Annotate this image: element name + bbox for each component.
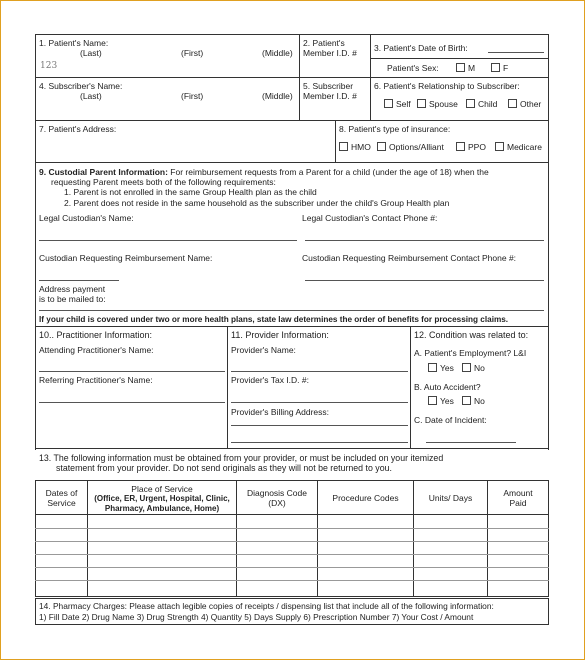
attending-practitioner-label: Attending Practitioner's Name: <box>39 345 154 355</box>
patient-address-label: 7. Patient's Address: <box>39 124 117 134</box>
custodial-desc-1: For reimbursement requests from a Parent for a child (under the age of 18) when the <box>167 167 489 177</box>
auto-no-label: No <box>474 396 485 406</box>
divider <box>548 598 549 625</box>
itemized-instructions-1: 13. The following information must be obtained from your provider, or must be included on your itemized <box>39 453 444 463</box>
col-amount-header-2: Paid <box>509 498 527 508</box>
table-header-bottom <box>35 514 549 515</box>
form-border-right <box>548 34 549 450</box>
table-row-line <box>35 541 549 542</box>
col-place-header-3: Pharmacy, Ambulance, Home) <box>104 504 220 513</box>
subscriber-name-label: 4. Subscriber's Name: <box>39 81 123 91</box>
patient-name-field[interactable]: 123 <box>40 61 58 71</box>
checkbox-icon[interactable] <box>456 63 465 72</box>
incident-date-field[interactable] <box>426 442 516 443</box>
hmo-label: HMO <box>351 142 371 152</box>
pharmacy-charges-2: 1) Fill Date 2) Drug Name 3) Drug Strength 4) Quantity 5) Days Supply 6) Prescription Number 7) Your Cost / Amount <box>39 612 474 622</box>
checkbox-icon[interactable] <box>466 99 475 108</box>
divider <box>35 448 549 449</box>
table-row-line <box>35 554 549 555</box>
self-label: Self <box>396 99 411 109</box>
checkbox-icon[interactable] <box>384 99 393 108</box>
form-border-top <box>35 34 549 35</box>
child-label: Child <box>478 99 498 109</box>
ppo-label: PPO <box>468 142 486 152</box>
divider <box>35 162 549 163</box>
checkbox-icon[interactable] <box>428 363 437 372</box>
table-row-line <box>35 580 549 581</box>
sex-f-option[interactable] <box>491 63 508 73</box>
subscriber-middle-label: (Middle) <box>262 91 293 101</box>
col-dates-header-2: Service <box>47 498 76 508</box>
sex-m-option[interactable] <box>456 63 475 73</box>
divider <box>35 120 549 121</box>
checkbox-icon[interactable] <box>428 396 437 405</box>
insurance-ppo-option[interactable] <box>456 142 486 152</box>
requesting-custodian-phone-field[interactable] <box>305 280 544 281</box>
checkbox-icon[interactable] <box>491 63 500 72</box>
mailing-address-label-1: Address payment <box>39 284 106 294</box>
relationship-self-option[interactable] <box>384 99 411 109</box>
patient-name-label: 1. Patient's Name: <box>39 38 109 48</box>
subscriber-last-label: (Last) <box>80 91 102 101</box>
provider-billing-label: Provider's Billing Address: <box>231 407 329 417</box>
divider <box>35 598 549 599</box>
divider <box>410 326 411 448</box>
referring-practitioner-field[interactable] <box>39 402 225 403</box>
col-dx-header <box>237 488 317 508</box>
auto-yes-option[interactable] <box>428 396 454 406</box>
custodial-title: 9. Custodial Parent Information: <box>39 167 168 177</box>
provider-tax-field[interactable] <box>231 402 408 403</box>
provider-name-field[interactable] <box>231 371 408 372</box>
provider-name-label: Provider's Name: <box>231 345 296 355</box>
employment-no-option[interactable] <box>462 363 485 373</box>
insurance-options-option[interactable] <box>377 142 444 152</box>
requesting-custodian-phone-label: Custodian Requesting Reimbursement Contact Phone #: <box>302 253 517 263</box>
col-dates-header-1: Dates of <box>45 488 78 498</box>
auto-yes-label: Yes <box>440 396 454 406</box>
attending-practitioner-field[interactable] <box>39 371 225 372</box>
condition-label: 12. Condition was related to: <box>414 330 529 340</box>
col-amount-header-1: Amount <box>503 488 533 498</box>
requesting-custodian-name-label: Custodian Requesting Reimbursement Name: <box>39 253 213 263</box>
subscriber-member-label-2: Member I.D. # <box>303 91 357 101</box>
col-units-header <box>414 493 487 503</box>
col-place-header <box>88 484 236 514</box>
insurance-medicare-option[interactable] <box>495 142 542 152</box>
divider <box>35 77 549 78</box>
relationship-spouse-option[interactable] <box>417 99 458 109</box>
checkbox-icon[interactable] <box>456 142 465 151</box>
divider <box>35 326 549 327</box>
checkbox-icon[interactable] <box>508 99 517 108</box>
col-place-header-1: Place of Service <box>131 484 193 494</box>
itemized-instructions-2: statement from your provider. Do not send originals as they will not be returned to you. <box>56 463 392 473</box>
checkbox-icon[interactable] <box>417 99 426 108</box>
table-border-bottom <box>35 596 549 597</box>
employment-yes-option[interactable] <box>428 363 454 373</box>
auto-accident-question: B. Auto Accident? <box>414 382 481 392</box>
col-units-header-1: Units/ Days <box>428 493 473 503</box>
sex-f-label: F <box>503 63 509 73</box>
custodial-req-2: 2. Parent does not reside in the same household as the subscriber under the child's Group Health plan <box>64 198 450 208</box>
provider-tax-label: Provider's Tax I.D. #: <box>231 375 309 385</box>
legal-custodian-name-label: Legal Custodian's Name: <box>39 213 134 223</box>
auto-no-option[interactable] <box>462 396 485 406</box>
table-row-line <box>35 528 549 529</box>
insurance-hmo-option[interactable] <box>339 142 371 152</box>
divider <box>370 58 549 59</box>
sex-label: Patient's Sex: <box>387 63 439 73</box>
patient-member-label-1: 2. Patient's <box>303 38 345 48</box>
provider-billing-field-1[interactable] <box>231 425 408 426</box>
practitioner-info-label: 10.. Practitioner Information: <box>39 330 153 340</box>
patient-last-label: (Last) <box>80 48 102 58</box>
referring-practitioner-label: Referring Practitioner's Name: <box>39 375 153 385</box>
employment-yes-label: Yes <box>440 363 454 373</box>
relationship-child-option[interactable] <box>466 99 497 109</box>
legal-custodian-phone-field[interactable] <box>305 240 544 241</box>
patient-member-label-2: Member I.D. # <box>303 48 357 58</box>
subscriber-member-label-1: 5. Subscriber <box>303 81 354 91</box>
col-amount-header <box>488 488 548 508</box>
requesting-custodian-name-field[interactable] <box>39 280 119 281</box>
custodial-req-1: 1. Parent is not enrolled in the same Group Health plan as the child <box>64 187 317 197</box>
subscriber-first-label: (First) <box>181 91 204 101</box>
incident-date-label: C. Date of Incident: <box>414 415 487 425</box>
provider-info-label: 11. Provider Information: <box>231 330 329 340</box>
col-dx-header-2: (DX) <box>268 498 286 508</box>
sex-m-label: M <box>468 63 476 73</box>
divider <box>35 598 36 625</box>
checkbox-icon[interactable] <box>339 142 348 151</box>
coordination-notice: If your child is covered under two or more health plans, state law determines the order of benefits for processing claims. <box>39 315 509 324</box>
divider <box>227 326 228 448</box>
dob-field[interactable] <box>488 52 544 53</box>
checkbox-icon[interactable] <box>377 142 386 151</box>
insurance-type-label: 8. Patient's type of insurance: <box>339 124 451 134</box>
col-procedure-header <box>318 493 413 503</box>
custodial-desc-2: requesting Parent meets both of the following requirements: <box>51 177 276 187</box>
table-row-line <box>35 567 549 568</box>
checkbox-icon[interactable] <box>462 396 471 405</box>
legal-custodian-name-field[interactable] <box>39 240 297 241</box>
mailing-address-label-2: is to be mailed to: <box>39 294 106 304</box>
col-place-header-2: (Office, ER, Urgent, Hospital, Clinic, <box>94 494 230 503</box>
dob-label: 3. Patient's Date of Birth: <box>374 43 468 53</box>
form-border-left <box>35 34 36 450</box>
divider <box>335 120 336 162</box>
custodial-section <box>39 167 489 177</box>
provider-billing-field-2[interactable] <box>231 442 408 443</box>
col-dx-header-1: Diagnosis Code <box>246 488 307 498</box>
relationship-label: 6. Patient's Relationship to Subscriber: <box>374 81 520 91</box>
options-label: Options/Alliant <box>389 142 444 152</box>
pharmacy-charges-1: 14. Pharmacy Charges: Please attach legible copies of receipts / dispensing list that include all of the following information: <box>39 601 494 611</box>
employment-question: A. Patient's Employment? L&I <box>414 348 527 358</box>
table-border-top <box>35 480 549 481</box>
mailing-address-field[interactable] <box>39 310 544 311</box>
relationship-other-option[interactable] <box>508 99 541 109</box>
other-label: Other <box>520 99 542 109</box>
medicare-label: Medicare <box>507 142 542 152</box>
employment-no-label: No <box>474 363 485 373</box>
checkbox-icon[interactable] <box>462 363 471 372</box>
patient-first-label: (First) <box>181 48 204 58</box>
checkbox-icon[interactable] <box>495 142 504 151</box>
legal-custodian-phone-label: Legal Custodian's Contact Phone #: <box>302 213 438 223</box>
divider <box>370 34 371 120</box>
col-procedure-header-1: Procedure Codes <box>332 493 399 503</box>
divider <box>299 34 300 120</box>
divider <box>35 624 549 625</box>
spouse-label: Spouse <box>429 99 458 109</box>
patient-middle-label: (Middle) <box>262 48 293 58</box>
col-dates-header <box>36 488 87 508</box>
